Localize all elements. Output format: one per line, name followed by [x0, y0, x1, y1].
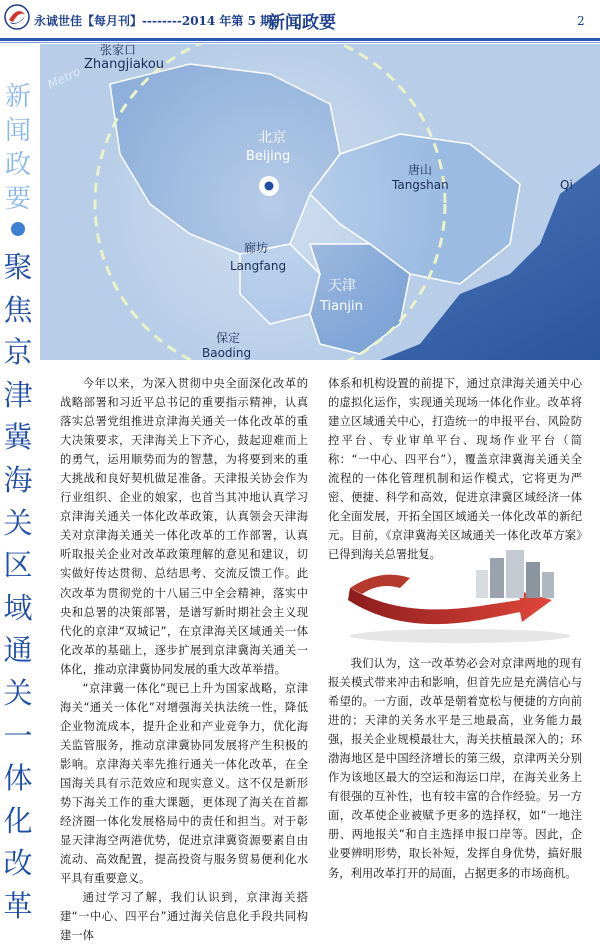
label-tangshan-cn: 唐山: [408, 163, 433, 177]
article-title-char: 革: [3, 888, 33, 923]
page-number: 2: [577, 14, 585, 28]
article-title-char: 区: [3, 548, 33, 583]
label-qin-partial: Qi: [560, 178, 573, 192]
article-paragraph: 通过学习了解，我们认识到，京津海关搭建“一中心、四平台”通过海关信息化手段共同构建一体: [60, 891, 308, 943]
label-tangshan-en: Tangshan: [392, 178, 449, 192]
article-title-char: 海: [3, 462, 33, 497]
article-title-char: 化: [3, 803, 33, 838]
region-map-image: [40, 44, 600, 360]
growth-arrow-illustration: [340, 548, 580, 644]
article-column-right-bottom: [328, 654, 582, 883]
article-paragraph: “京津冀一体化”现已上升为国家战略，京津海关“通关一体化”对增强海关执法统一性，降低企业物流成本，提升企业和产业竞争力，优化海关监管服务，推动京津冀协同发展将产生积极的影响。京津海关率先推行通关一体化改革，在全国海关具有示范效应和现实意义。这不仅是新形势下海关工作的重大课题，更体现了海关在首都经济圈一体化发展格局中的责任和担当。对于彰显天津海空两港优势，促进京津冀资源要素自由流动、高效配置，提高投资与服务贸易便利化水平具有重要意义。: [60, 681, 308, 886]
article-paragraph: 我们认为，这一改革势必会对京津两地的现有报关模式带来冲击和影响，但首先应是充满信心与希望的。一方面，改革是朝着宽松与便捷的方向前进的；天津的关务水平是三地最高，业务能力最强，报关企业规模最壮大，海关扶植最深入的；环渤海地区是中国经济增长的第三级，京津两关分别作为该地区最大的空运和海运口岸，在海关业务上有很强的互补性，也有较丰富的合作经验。另一方面，改革使企业被赋予更多的选择权，如“一地注册、两地报关”和自主选择申报口岸等。因此，企业要辨明形势，取长补短，发挥自身优势，搞好服务，利用改革打开的局面，占据更多的市场商机。: [328, 657, 582, 880]
article-title-char: 通: [3, 633, 33, 668]
label-langfang-en: Langfang: [230, 259, 287, 273]
article-paragraph: 今年以来，为深入贯彻中央全面深化改革的战略部署和习近平总书记的重要指示精神，认真落实总署党组推进京津海关通关一体化改革的重大决策要求，天津海关上下齐心，鼓起迎难而上的勇气，运用顺势而为的智慧，为将要到来的重大挑战和良好契机做足准备。天津报关协会作为行业组织、企业的娘家，也首当其冲地认真学习京津海关通关一体化改革政策，认真领会天津海关对京津海关通关一体化改革的工作部署，认真听取报关企业对改革政策理解的意见和建议，切实做好传达贯彻、总结思考、交流反馈工作。此次改革为贯彻党的十八届三中全会精神，落实中央和总署的决策部署，是谱写新时期社会主义现代化的京津“双城记”，在京津海关区域通关一体化改革的基础上，逐步扩展到京津冀海关通关一体化，推动京津冀协同发展的重大改革举措。: [60, 377, 308, 676]
side-heading: [0, 80, 36, 928]
article-title-char: 改: [3, 846, 33, 881]
article-title-char: 一: [3, 718, 33, 753]
header-rule: [0, 38, 600, 41]
article-column-right-top: [328, 374, 582, 564]
article-title-char: 冀: [3, 420, 33, 455]
article-title-char: 体: [3, 761, 33, 796]
label-tianjin-en: Tianjin: [320, 299, 363, 314]
header-rule-thin: [0, 42, 600, 43]
label-zhangjiakou-cn: 张家口: [100, 44, 137, 57]
article-title-char: 关: [3, 675, 33, 710]
publication-logo-icon: [4, 4, 30, 30]
article-title-char: 焦: [3, 292, 33, 327]
label-tianjin-cn: 天津: [328, 278, 356, 294]
article-title-char: 京: [3, 335, 33, 370]
side-category-char: 要: [4, 184, 31, 214]
article-column-left: [60, 374, 308, 945]
side-category-char: 新: [4, 82, 31, 112]
side-category-char: 政: [4, 150, 31, 180]
label-beijing-cn: 北京: [258, 130, 286, 146]
label-baoding-cn: 保定: [216, 331, 241, 345]
label-beijing-en: Beijing: [246, 149, 291, 164]
bullet-dot-icon: [11, 222, 25, 236]
section-name: 新闻政要: [268, 13, 336, 33]
label-langfang-cn: 廊坊: [244, 241, 269, 255]
side-category-char: 闻: [4, 116, 31, 146]
label-zhangjiakou-en: Zhangjiakou: [84, 57, 165, 72]
article-title-char: 域: [3, 590, 33, 625]
label-metro: Metro: [45, 64, 83, 92]
label-baoding-en: Baoding: [202, 346, 252, 360]
publication-title: 永诚世佳【每月刊】--------2014 年第 5 期: [34, 14, 273, 28]
article-title-char: 津: [3, 377, 33, 412]
article-paragraph: 体系和机构设置的前提下，通过京津海关通关中心的虚拟化运作，实现通关现场一体化作业。改革将建立区域通关中心，打造统一的申报平台、风险防控平台、专业审单平台、现场作业平台（简称：“一中心、四平台”），覆盖京津冀海关通关全流程的一体化管理机制和运作模式，它将更为严密、便捷、科学和高效，促进京津冀区域经济一体化全面发展，开拓全国区域通关一体化改革的新纪元。目前，《京津冀海关区域通关一体化改革方案》已得到海关总署批复。: [328, 377, 582, 562]
article-title-char: 关: [3, 505, 33, 540]
page-header: [0, 0, 600, 44]
article-title-char: 聚: [3, 250, 33, 284]
metro-glow: [95, 44, 445, 360]
